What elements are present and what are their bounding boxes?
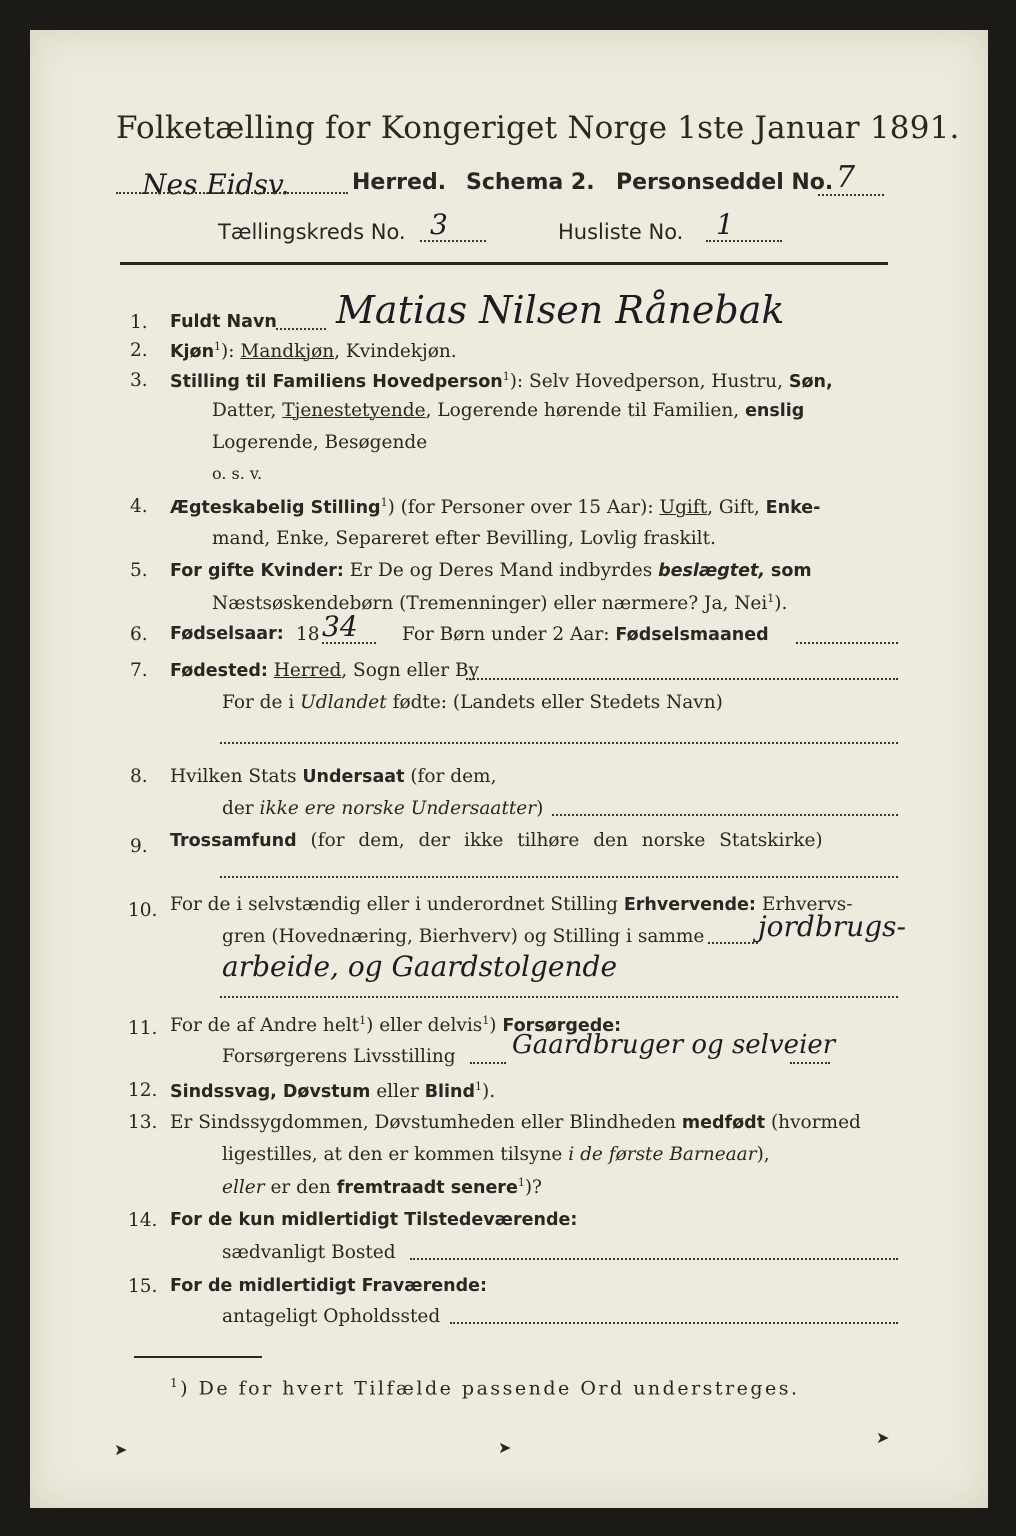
- q9-label: Trossamfund: [170, 831, 297, 851]
- q6-birthyear-value: 34: [322, 610, 358, 643]
- q3-number: 3.: [130, 370, 148, 391]
- q9-line1: [170, 830, 823, 851]
- q3-text: ): Selv Hovedperson, Hustru,: [509, 371, 783, 393]
- q5-end: ).: [774, 593, 788, 615]
- q11-provider-value: Gaardbruger og selveier: [512, 1030, 836, 1060]
- q2-sup: 1: [214, 340, 222, 353]
- q3-line4: o. s. v.: [212, 464, 263, 483]
- q4-gift: , Gift,: [707, 497, 760, 519]
- personseddel-value: 7: [836, 160, 856, 195]
- personseddel-dotline: [818, 194, 884, 196]
- q4-sup: 1: [380, 496, 388, 509]
- q12-line: [170, 1080, 495, 1102]
- q4-number: 4.: [130, 496, 148, 517]
- q13-hvormed: (hvormed: [770, 1112, 861, 1133]
- form-title: Folketælling for Kongeriget Norge 1ste Januar 1891.: [116, 110, 960, 146]
- q3-tjenestetyende: Tjenestetyende: [282, 400, 426, 421]
- q5-sup: 1: [767, 592, 775, 605]
- census-form-sheet: [30, 30, 988, 1508]
- q4-enke: Enke-: [765, 498, 821, 519]
- q11-sup1: 1: [359, 1014, 367, 1027]
- q1-full-name-value: Matias Nilsen Rånebak: [336, 288, 785, 332]
- q10-occupation-value2: arbeide, og Gaardstolgende: [222, 950, 618, 983]
- q7-label: Fødested:: [170, 661, 268, 681]
- q14-line2: sædvanligt Bosted: [222, 1242, 396, 1263]
- q4-text: ) (for Personer over 15 Aar):: [387, 497, 654, 519]
- q6-text: [402, 624, 769, 645]
- q11-lead-dotline: [470, 1062, 506, 1064]
- q11-paren: ): [489, 1015, 497, 1037]
- q7-fodte: fødte: (Landets eller Stedets Navn): [392, 692, 723, 713]
- q3-son: Søn,: [788, 372, 833, 393]
- q5-label: For gifte Kvinder:: [170, 561, 344, 581]
- personseddel-label: Personseddel No.: [616, 170, 834, 195]
- q6-born-under-2: For Børn under 2 Aar:: [402, 624, 610, 645]
- q3-sup: 1: [502, 370, 510, 383]
- q5-line1: [170, 560, 812, 581]
- q5-beslaegtet: beslægtet,: [658, 561, 766, 581]
- q13-line3: [222, 1176, 542, 1198]
- q13-paren: ),: [756, 1144, 770, 1165]
- q12-blind: Blind: [424, 1082, 476, 1103]
- husliste-value: 1: [716, 208, 734, 241]
- q8-line1: [170, 766, 496, 787]
- q10-erhvervs: Erhvervs-: [761, 894, 853, 915]
- q9-number: 9.: [130, 836, 148, 857]
- q2-label: Kjøn: [170, 342, 215, 363]
- q4-ugift: Ugift: [659, 497, 708, 519]
- q5-line2: [212, 592, 787, 614]
- husliste-label: Husliste No.: [558, 220, 684, 244]
- q8-number: 8.: [130, 766, 148, 787]
- q11-number: 11.: [128, 1018, 158, 1039]
- q10-dotline: [220, 996, 898, 998]
- q11-sup2: 1: [482, 1014, 490, 1027]
- q2-line: [170, 340, 457, 362]
- registration-mark-center-icon: ➤: [498, 1438, 512, 1457]
- q8-paren: ): [536, 798, 544, 819]
- q13-sup: 1: [517, 1176, 525, 1189]
- q14-number: 14.: [128, 1210, 158, 1231]
- footnote: [170, 1376, 800, 1399]
- q5-number: 5.: [130, 560, 148, 581]
- q13-barneaar: i de første Barneaar: [568, 1144, 757, 1165]
- q12-eller: eller: [376, 1081, 419, 1103]
- q11-forsorgede: Forsørgede:: [502, 1016, 622, 1037]
- herred-value: Nes Eidsv.: [142, 168, 290, 201]
- q10-erhvervende: Erhvervende:: [623, 895, 756, 915]
- q7-number: 7.: [130, 660, 148, 681]
- q4-line2: mand, Enke, Separeret efter Bevilling, Lovlig fraskilt.: [212, 528, 716, 549]
- q13-number: 13.: [128, 1112, 158, 1133]
- footnote-rule: [134, 1356, 262, 1358]
- q12-sup: 1: [475, 1080, 483, 1093]
- q8-der: der: [222, 798, 254, 819]
- q9-dotline: [220, 876, 898, 878]
- q3-line1: [170, 370, 833, 392]
- q8-dotline: [552, 814, 898, 816]
- kreds-value: 3: [430, 208, 448, 241]
- q10-occupation-value1: jordbrugs-: [758, 910, 906, 943]
- q6-dotline: [322, 642, 376, 644]
- q6-month-dotline: [796, 642, 898, 644]
- q7-udlandet: Udlandet: [300, 692, 387, 713]
- q6-prefix: 18: [296, 624, 320, 645]
- q13-eller: eller: [222, 1177, 265, 1199]
- q7-abroad-dotline: [220, 742, 898, 744]
- q11-delvis: ) eller delvis: [366, 1015, 483, 1037]
- q2-number: 2.: [130, 340, 148, 361]
- q11-helt: For de af Andre helt: [170, 1015, 360, 1037]
- q8-for-dem: (for dem,: [410, 766, 497, 787]
- q13-fremtraadt: fremtraadt senere: [336, 1178, 518, 1199]
- q13-er-den: er den: [270, 1177, 331, 1199]
- q15-number: 15.: [128, 1276, 158, 1297]
- q13-line1: [170, 1112, 861, 1133]
- q14-dotline: [410, 1258, 898, 1260]
- herred-label: Herred.: [352, 170, 447, 195]
- q12-number: 12.: [128, 1080, 158, 1101]
- q9-text: (for dem, der ikke tilhøre den norske Statskirke): [310, 830, 823, 851]
- q11-trail-dotline: [790, 1062, 830, 1064]
- q8-undersaat: Undersaat: [302, 767, 405, 787]
- q15-label: For de midlertidigt Fraværende:: [170, 1276, 487, 1296]
- q11-line2: Forsørgerens Livsstilling: [222, 1046, 456, 1067]
- q4-line1: [170, 496, 820, 518]
- q8-hvilken-stats: Hvilken Stats: [170, 766, 297, 787]
- q6-number: 6.: [130, 624, 148, 645]
- q7-line2: [222, 692, 723, 713]
- registration-mark-right-icon: ➤: [876, 1428, 890, 1447]
- q12-end: ).: [482, 1081, 496, 1103]
- q5-text: Er De og Deres Mand indbyrdes: [349, 560, 653, 581]
- q3-line2: [212, 400, 804, 421]
- footnote-sup: 1: [170, 1376, 181, 1390]
- q3-label: Stilling til Familiens Hovedperson: [170, 372, 503, 393]
- kreds-dotline: [420, 240, 486, 242]
- q2-text: ):: [221, 341, 241, 363]
- q15-line2: antageligt Opholdssted: [222, 1306, 441, 1327]
- q3-datter: Datter,: [212, 400, 277, 421]
- footnote-text: ) De for hvert Tilfælde passende Ord understreges.: [180, 1377, 800, 1400]
- herred-dotline: [116, 192, 348, 194]
- q13-line2: [222, 1144, 770, 1165]
- q2-option-kvindekjon: , Kvindekjøn.: [334, 341, 457, 363]
- q1-dotline: [276, 328, 326, 330]
- q7-dotline: [466, 678, 898, 680]
- q13-ligestilles: ligestilles, at den er kommen tilsyne: [222, 1144, 563, 1165]
- q4-label: Ægteskabelig Stilling: [170, 498, 381, 519]
- schema-label: Schema 2.: [466, 170, 595, 195]
- q13-medfodt: medfødt: [681, 1113, 766, 1133]
- header-rule: [120, 262, 888, 265]
- q3-logerende: , Logerende hørende til Familien,: [425, 400, 740, 421]
- q8-ikke-norske: ikke ere norske Undersaatter: [259, 798, 537, 819]
- q3-line3: Logerende, Besøgende: [212, 432, 428, 453]
- q5-som: som: [770, 561, 812, 581]
- q13-end: )?: [524, 1177, 542, 1199]
- q10-number: 10.: [128, 900, 158, 921]
- q12-label: Sindssvag, Døvstum: [170, 1082, 371, 1103]
- q13-text: Er Sindssygdommen, Døvstumheden eller Blindheden: [170, 1112, 677, 1133]
- q10-line1: [170, 894, 853, 915]
- q15-dotline: [450, 1322, 898, 1324]
- q7-line1: [170, 660, 479, 681]
- registration-mark-left-icon: ➤: [114, 1440, 128, 1459]
- q1-number: 1.: [130, 312, 148, 333]
- q7-herred: Herred: [273, 660, 342, 681]
- kreds-label: Tællingskreds No.: [218, 220, 406, 244]
- q1-label: Fuldt Navn: [170, 312, 277, 332]
- q5-line2-text: Næstsøskendebørn (Tremenninger) eller nærmere? Ja, Nei: [212, 593, 768, 615]
- q14-label: For de kun midlertidigt Tilstedeværende:: [170, 1210, 578, 1230]
- q7-sogn-by: , Sogn eller By: [341, 660, 480, 681]
- q10-line2: gren (Hovednæring, Bierhverv) og Stilling i samme: [222, 926, 705, 947]
- q3-enslig: enslig: [745, 401, 805, 421]
- husliste-dotline: [706, 240, 782, 242]
- q6-fodselsmaaned-label: Fødselsmaaned: [615, 625, 769, 645]
- q7-for-de-i: For de i: [222, 692, 295, 713]
- q2-option-mandkjon: Mandkjøn: [240, 341, 335, 363]
- q10-line2-dotline: [708, 942, 758, 944]
- q8-line2: [222, 798, 543, 819]
- q6-label: Fødselsaar:: [170, 624, 284, 644]
- q10-text: For de i selvstændig eller i underordnet Stilling: [170, 894, 618, 915]
